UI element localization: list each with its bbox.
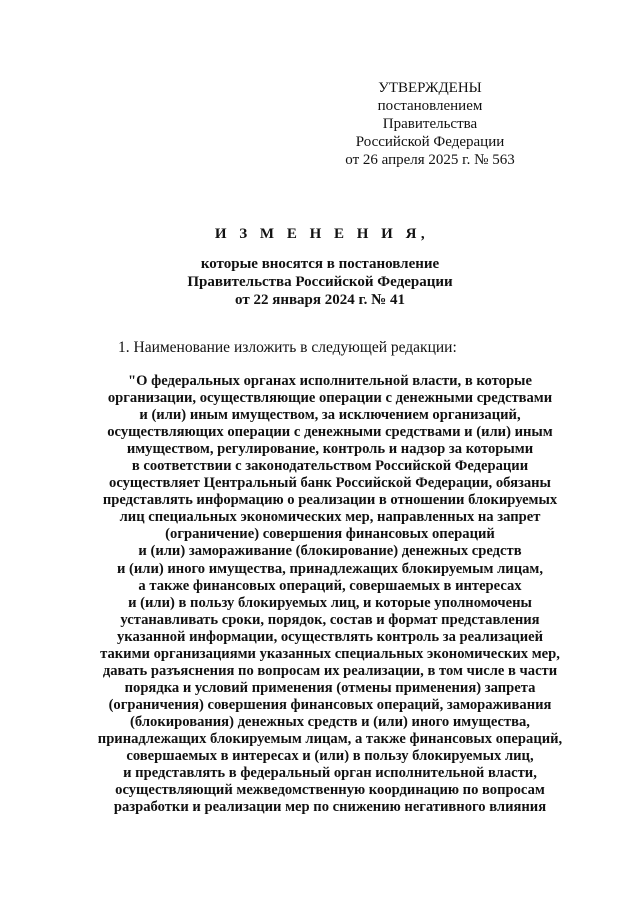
amendment-item-1: 1. Наименование изложить в следующей редакции: xyxy=(118,339,457,356)
quote-line: имуществом, регулирование, контроль и надзор за которыми xyxy=(126,441,534,458)
approved-label: УТВЕРЖДЕНЫ xyxy=(378,80,482,96)
quote-line: осуществляющих операции с денежными средствами и (или) иным xyxy=(107,424,553,441)
quote-line: в соответствии с законодательством Российской Федерации xyxy=(131,458,529,475)
quote-line: принадлежащих блокируемым лицам, а также финансовых операций, xyxy=(97,730,563,747)
quote-line: указанной информации, осуществлять контроль за реализацией xyxy=(116,628,544,645)
quote-line: и (или) замораживание (блокирование) денежных средств xyxy=(138,543,522,560)
quote-line: и (или) иного имущества, принадлежащих блокируемым лицам, xyxy=(116,560,544,577)
quote-line: и представлять в федеральный орган исполнительной власти, xyxy=(123,765,537,782)
quote-line: (блокирования) денежных средств и (или) иного имущества, xyxy=(130,713,530,730)
approval-stamp xyxy=(330,79,530,169)
quote-line: разработки и реализации мер по снижению негативного влияния xyxy=(113,799,547,816)
quote-line: устанавливать сроки, порядок, состав и формат представления xyxy=(120,611,540,628)
quote-line: "О федеральных органах исполнительной власти, в которые xyxy=(128,373,532,389)
approval-line: постановлением Правительства xyxy=(377,98,483,132)
document-subtitle-line: Правительства Российской Федерации xyxy=(187,274,453,290)
document-subtitle-line: от 22 января 2024 г. № 41 xyxy=(235,292,405,308)
document-subtitle-line: которые вносятся в постановление xyxy=(200,256,440,272)
document-title: И З М Е Н Е Н И Я, xyxy=(214,226,430,242)
quote-line: давать разъяснения по вопросам их реализации, в том числе в части xyxy=(102,662,558,679)
quote-line: такими организациями указанных специальных экономических мер, xyxy=(100,645,560,662)
quote-line: совершаемых в интересах и (или) в пользу блокируемых лиц, xyxy=(126,748,534,765)
quote-line: представлять информацию о реализации в отношении блокируемых xyxy=(102,492,558,509)
quote-line: порядка и условий применения (отмены применения) запрета xyxy=(124,679,536,696)
document-heading xyxy=(0,226,640,309)
quote-line: организации, осуществляющие операции с денежными средствами xyxy=(107,390,553,407)
approval-line: Российской Федерации xyxy=(355,134,505,150)
quoted-new-title xyxy=(60,373,600,816)
quote-line: (ограничение) совершения финансовых операций xyxy=(165,526,495,543)
approval-line: от 26 апреля 2025 г. № 563 xyxy=(345,152,515,168)
quote-line: и (или) в пользу блокируемых лиц, и которые уполномочены xyxy=(128,594,532,611)
quote-line: (ограничения) совершения финансовых операций, замораживания xyxy=(108,696,552,713)
quote-line: а также финансовых операций, совершаемых в интересах xyxy=(138,577,522,594)
quote-line: и (или) иным имуществом, за исключением организаций, xyxy=(139,407,521,424)
quote-line: осуществляющий межведомственную координацию по вопросам xyxy=(115,782,545,799)
quote-line: осуществляет Центральный банк Российской Федерации, обязаны xyxy=(109,475,551,492)
quote-line: лиц специальных экономических мер, направленных на запрет xyxy=(119,509,541,526)
